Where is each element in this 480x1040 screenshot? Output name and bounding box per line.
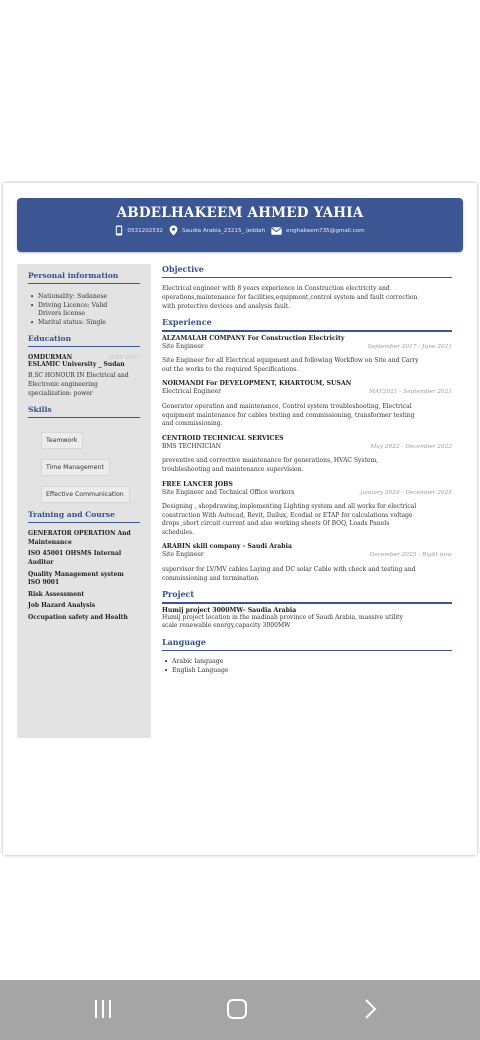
job-entry	[162, 543, 452, 583]
job-date: May 2022 - December 2023	[370, 443, 452, 450]
job-desc: schedules.	[162, 528, 195, 536]
training-item: Occupation safety and Health	[28, 613, 128, 621]
location-pin-icon	[169, 225, 178, 236]
training-title: Training and Course	[28, 510, 115, 520]
job-desc: construction With Autocad, Revit, Dailux, Ecodial or ETAP for calculations voltage	[162, 511, 413, 519]
job-date: December 2025 - Right now	[369, 552, 452, 559]
mail-icon	[271, 227, 282, 235]
company-name: CENTROID TECHNICAL SERVICES	[162, 434, 284, 442]
candidate-name: ABDELHAKEEM AHMED YAHIA	[116, 205, 364, 221]
list-item: • Marital status: Single	[30, 319, 151, 328]
list-item: • English Language	[164, 667, 452, 676]
school-name: OMDURMAN	[28, 354, 73, 362]
personal-info-title: Personal information	[28, 271, 119, 280]
job-entry	[162, 435, 452, 475]
list-item: • Arabic language	[164, 658, 452, 667]
school-name-line2: ESLAMIC University _ Sudan	[28, 361, 125, 369]
email-contact	[271, 227, 364, 235]
job-role: Site Engineer	[162, 551, 204, 559]
divider	[28, 283, 140, 284]
home-icon[interactable]	[226, 998, 248, 1020]
job-date: MAY2021 - September 2021	[369, 389, 452, 396]
experience-title: Experience	[162, 317, 212, 328]
training-item: Job Hazard Analysis	[28, 602, 96, 610]
skill-chip: Time Management	[41, 459, 110, 476]
skills-title: Skills	[28, 405, 52, 415]
job-desc: preventive and corrective maintenance for generations, HVAC System,	[162, 457, 379, 465]
company-name: NORMANDI For DEVELOPMENT, KHARTOUM, SUSAN	[162, 380, 352, 388]
job-desc: supervisor for LV/MV cables Laying and DC solar Cable with check and testing and	[162, 566, 416, 574]
degree-line: Electronic engineering	[28, 380, 98, 388]
recent-apps-icon[interactable]	[93, 999, 113, 1019]
list-item: Drivers license	[38, 310, 86, 318]
divider	[162, 277, 452, 278]
education-date: JULY 2017	[108, 355, 140, 362]
training-list	[17, 523, 151, 622]
resume-header	[17, 198, 463, 252]
location-contact	[169, 225, 265, 236]
job-entry	[162, 380, 452, 428]
project-entry	[162, 607, 452, 631]
back-icon[interactable]	[364, 998, 378, 1020]
job-desc: equipment maintenance for cables testing and commissioning, transformer testing	[162, 411, 415, 419]
company-name: ALZAMALAH COMPANY For Construction Electricity	[162, 334, 345, 342]
objective-title: Objective	[162, 264, 204, 274]
job-date: September 2017 - June 2021	[367, 343, 452, 350]
training-item: GENERATOR OPERATION And Maintenance	[28, 530, 131, 546]
job-entry	[162, 335, 452, 375]
divider	[162, 602, 452, 603]
education-entry	[17, 347, 151, 398]
contact-bar	[17, 225, 463, 236]
skill-chip: Teamwork	[41, 432, 83, 449]
objective-text: Electrical engineer with 8 years experience in Construction electricity and operations,maintenance for facilities,equipment,control system and fault correction with protective devices and analysis fault.	[162, 285, 418, 310]
project-title: Project	[162, 589, 195, 600]
location-text: Saudia Arabia_23215_ jeddah	[182, 227, 266, 234]
job-desc: troubleshooting and maintenance supervision.	[162, 465, 304, 473]
job-date: January 2024 - December 2025	[360, 489, 452, 496]
education-title: Education	[28, 334, 72, 344]
phone-contact	[115, 225, 163, 236]
job-role: Electrical Engineer	[162, 388, 222, 396]
job-desc: Generator operation and maintenance, Control system troubleshooting, Electrical	[162, 402, 412, 410]
company-name: ARABIN skill company - Saudi Arabia	[162, 543, 292, 551]
personal-info-list	[30, 293, 151, 327]
project-desc: Humij project location in the madinah province of Saudi Arabia, massive utility	[162, 613, 403, 621]
training-item: Quality Management system ISO 9001	[28, 570, 124, 587]
degree-line: specialization: power	[28, 389, 93, 397]
project-name: Humij project 3000MW- Saudia Arabia	[162, 606, 297, 614]
main-column	[162, 264, 452, 675]
job-desc: out the works to the required Specifications.	[162, 365, 299, 373]
training-item: Risk Assessment	[28, 590, 85, 598]
resume-page	[3, 183, 477, 855]
job-entry	[162, 481, 452, 538]
job-desc: Designing , shopdrawing,implementing Lighting system and all works for electrical	[162, 503, 417, 511]
training-item: ISO 45001 OHSMS Internal Auditor	[28, 550, 122, 566]
job-role: BMS TECHNICIAN	[162, 442, 221, 450]
project-desc: scale renewable energy,capacity 3000MW	[162, 622, 291, 630]
job-role: Site Engineer and Technical Office workers	[162, 488, 295, 496]
company-name: FREE LANCER JOBS	[162, 480, 233, 488]
language-list	[164, 658, 452, 675]
degree-line: B.SC HONOUR IN Electrical and	[28, 372, 129, 380]
divider	[28, 417, 140, 418]
job-desc: and commissioning.	[162, 420, 223, 428]
email-text: enghakeem735@gmail.com	[286, 227, 365, 234]
sidebar	[17, 264, 151, 738]
divider	[162, 650, 452, 651]
phone-icon	[115, 225, 123, 236]
list-item: • Driving Licence: Valid	[30, 302, 151, 311]
job-desc: Site Engineer for all Electrical equipment and following Workflow on Site and Carry	[162, 357, 419, 365]
list-item: • Nationality: Sudanese	[30, 293, 151, 302]
job-role: Site Engineer	[162, 342, 204, 350]
job-desc: commissioning and termination	[162, 574, 259, 582]
job-desc: drops ,short circuit current and also working sheets Of BOQ, Loads Panels	[162, 520, 390, 528]
language-title: Language	[162, 636, 206, 647]
skill-chip: Effective Communication	[41, 486, 130, 503]
phone-number: 0531202532	[127, 227, 163, 234]
divider	[162, 330, 452, 331]
system-navigation-bar	[0, 980, 480, 1040]
